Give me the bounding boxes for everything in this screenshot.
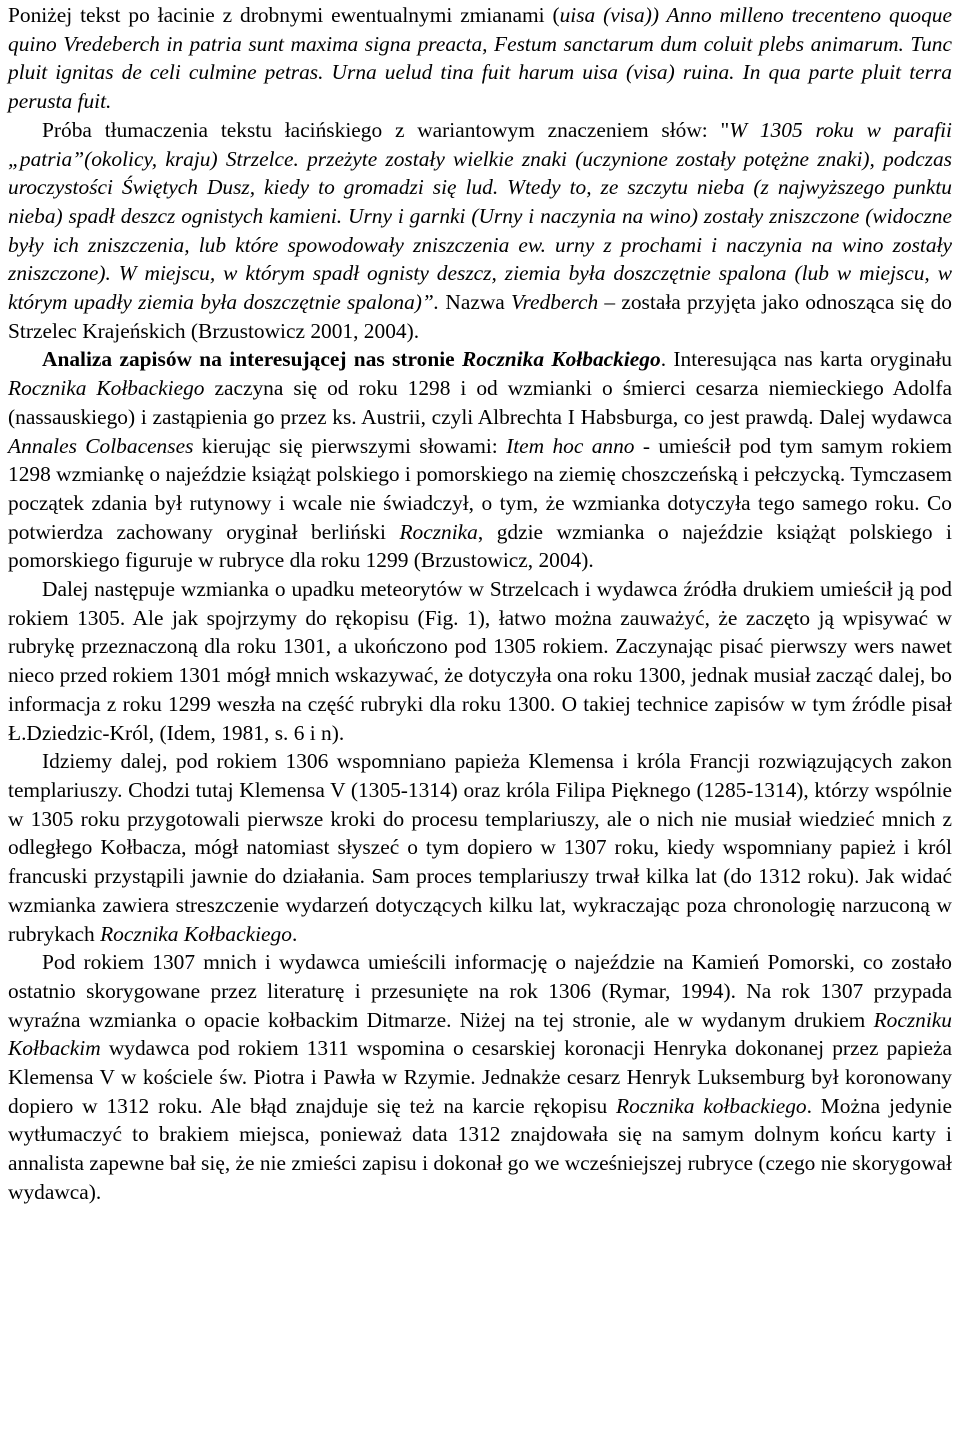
text-segment: Poniżej tekst po łacinie z drobnymi ewentualnymi zmianami ( bbox=[8, 3, 560, 27]
text-segment: Rocznika Kołbackiego bbox=[462, 347, 661, 372]
text-segment: Rocznika kołbackiego bbox=[616, 1093, 807, 1118]
text-segment: , gdzie wzmianka o najeździe książąt polskiego i pomorskiego figuruje w rubryce dla roku 1299 (Brzustowicz, 2004). bbox=[8, 519, 952, 573]
text-segment: Roczniku Kołbackim bbox=[8, 1007, 952, 1061]
paragraph-kamien-pomorski bbox=[8, 948, 952, 1206]
text-segment: Rocznika Kołbackiego bbox=[8, 376, 205, 401]
paragraph-templars bbox=[8, 747, 952, 948]
text-segment: Rocznika Kołbackiego bbox=[100, 921, 292, 946]
text-segment: – została przyjęta jako odnosząca się do Strzelec Krajeńskich (Brzustowicz 2001, 2004). bbox=[8, 290, 953, 343]
paragraph-latin-text bbox=[8, 1, 952, 116]
text-segment: . Można jedynie wytłumaczyć to brakiem miejsca, ponieważ data 1312 znajdowała się na samym dolnym końcu karty i annalista zapewne bał się, że nie zmieści zapisu i dokonał go we wcześniejszej rubryce (czego nie skorygował wydawca). bbox=[8, 1093, 952, 1204]
text-segment: Nazwa bbox=[439, 290, 512, 315]
text-segment: Rocznika bbox=[399, 519, 478, 544]
text-segment: - umieścił pod tym samym rokiem 1298 wzmiankę o najeździe książąt polskiego i pomorskiego na ziemię choszczeńską i pełczycką. Tymczasem początek zdania był rutynowy i wcale nie świadczył, o tym, że wzmianka dotyczyła tego samego roku. Co potwierdza zachowany oryginał berliński bbox=[8, 433, 952, 544]
text-segment: Vredberch bbox=[511, 290, 599, 315]
text-segment: Analiza zapisów na interesującej nas stronie bbox=[42, 347, 462, 372]
text-segment: Próba tłumaczenia tekstu łacińskiego z wariantowym znaczeniem słów: " bbox=[42, 117, 730, 142]
text-segment: . bbox=[291, 921, 298, 946]
text-segment: uisa (visa)) Anno milleno trecenteno quoque quino Vredeberch in patria sunt maxima signa preacta, Festum sanctarum dum coluit plebs animarum. Tunc pluit ignitas de celi culmine petras. Urna uelud tina fuit harum uisa (visa) ruina. In qua parte pluit terra perusta fuit. bbox=[8, 3, 952, 114]
text-segment: Dalej następuje wzmianka o upadku meteorytów w Strzelcach i wydawca źródła drukiem umieścił ją pod rokiem 1305. Ale jak spojrzymy do rękopisu (Fig. 1), łatwo można zauważyć, że zaczęto ją wpisywać w rubrykę przeznaczoną dla roku 1301, a ukończono pod 1305 rokiem. Zaczynając pisać pierwszy wers nawet nieco przed rokiem 1301 mógł mnich wskazywać, że dotyczyła ona roku 1300, jednak musiał zacząć dalej, bo informacja z roku 1299 weszła na część rubryki dla roku 1300. O takiej technice zapisów w tym źródle pisał Ł.Dziedzic-Król, (Idem, 1981, s. 6 i n). bbox=[8, 577, 952, 745]
paragraph-translation bbox=[8, 116, 952, 346]
text-segment: Idziemy dalej, pod rokiem 1306 wspomniano papieża Klemensa i króla Francji rozwiązujących zakon templariuszy. Chodzi tutaj Klemensa V (1305-1314) oraz króla Filipa Pięknego (1285-1314), którzy wspólnie w 1305 roku przygotowali pierwsze kroki do procesu templariuszy, ale o nich nie musiał wiedzieć mnich z odległego Kołbacza, mógł natomiast słyszeć o tym dopiero w 1307 roku, kiedy wspomniany papież i król francuski przystąpili jawnie do działania. Sam proces templariuszy trwał kilka lat (do 1312 roku). Jak widać wzmianka zawiera streszczenie wydarzeń dotyczących kilku lat, wykraczając poza chronologię narzuconą w rubrykach bbox=[8, 749, 952, 946]
paragraph-analysis-intro bbox=[8, 345, 952, 575]
text-segment: wydawca pod rokiem 1311 wspomina o cesarskiej koronacji Henryka dokonanej przez papieża Klemensa V w kościele św. Piotra i Pawła w Rzymie. Jednakże cesarz Henryk Luksemburg był koronowany dopiero w 1312 roku. Ale błąd znajduje się też na karcie rękopisu bbox=[8, 1036, 952, 1118]
text-segment: Annales Colbacenses bbox=[8, 433, 194, 458]
text-segment: Pod rokiem 1307 mnich i wydawca umieścili informację o najeździe na Kamień Pomorski, co zostało ostatnio skorygowane przez literaturę i przesunięte na rok 1306 (Rymar, 1994). Na rok 1307 przypada wyraźna wzmianka o opacie kołbackim Ditmarze. Niżej na tej stronie, ale w wydanym drukiem bbox=[8, 950, 952, 1032]
text-segment: zaczyna się od roku 1298 i od wzmianki o śmierci cesarza niemieckiego Adolfa (nassauskiego) i zastąpienia go przez ks. Austrii, czyli Albrechta I Habsburga, co jest prawdą. Dalej wydawca bbox=[8, 376, 952, 429]
text-segment: kierując się pierwszymi słowami: bbox=[193, 433, 507, 458]
text-segment: Item hoc anno bbox=[506, 433, 635, 458]
text-segment: W 1305 roku w parafii „patria”(okolicy, kraju) Strzelce. przeżyte zostały wielkie znaki (uczynione zostały potężne znaki), podczas uroczystości Świętych Dusz, kiedy to gromadzi się lud. Wtedy to, ze szczytu nieba (z najwyższego punktu nieba) spadł deszcz ognistych kamieni. Urny i garnki (Urny i naczynia na wino) zostały zniszczone (widoczne były ich zniszczenia, lub które spowodowały zniszczenia ew. urny z prochami i naczynia na wino zostały zniszczone). W miejscu, w którym spadł ognisty deszcz, ziemia była doszczętnie spalona (lub w miejscu, w którym upadły ziemia była doszczętnie spalona)”. bbox=[8, 117, 952, 315]
text-segment: . Interesująca nas karta oryginału bbox=[660, 347, 952, 372]
paragraph-meteorite-entry bbox=[8, 575, 952, 747]
